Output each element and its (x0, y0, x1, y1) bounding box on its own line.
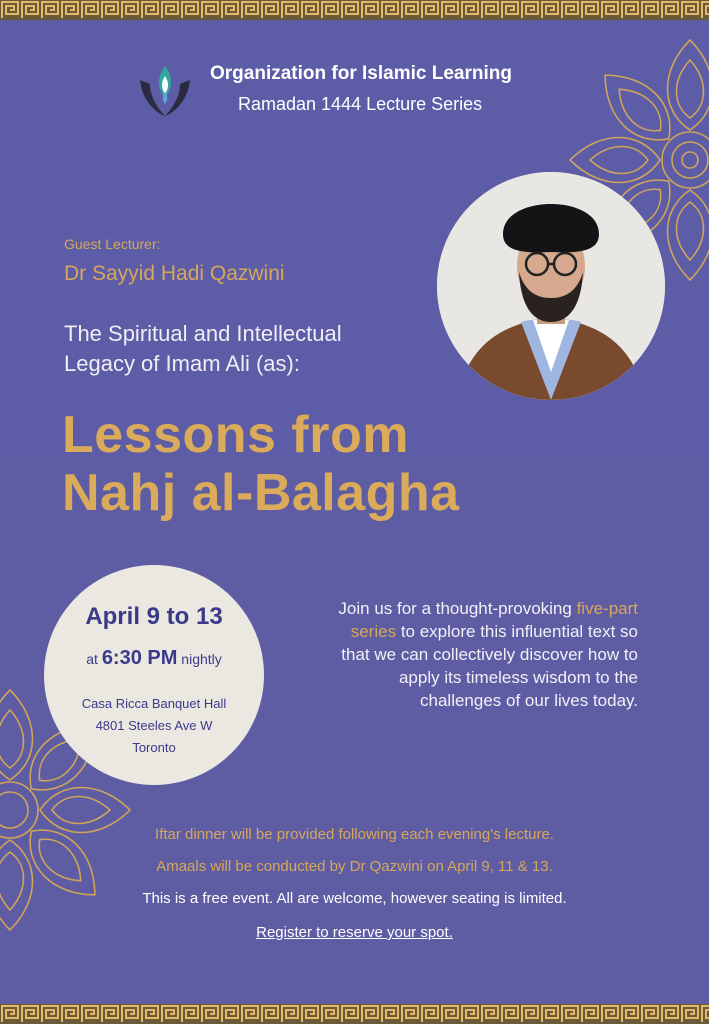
top-border-band (0, 0, 709, 20)
description-part-1: Join us for a thought-provoking (338, 599, 572, 618)
main-title-line-1: Lessons from (62, 406, 409, 464)
subtitle-line-1: The Spiritual and Intellectual (64, 321, 342, 346)
amaals-note: Amaals will be conducted by Dr Qazwini on April 9, 11 & 13. (156, 858, 553, 875)
time-value: 6:30 PM (101, 647, 178, 669)
event-time (44, 647, 264, 670)
time-prefix: at (86, 651, 98, 667)
iftar-note: Iftar dinner will be provided following each evening's lecture. (155, 826, 554, 843)
event-dates: April 9 to 13 (85, 603, 223, 630)
event-venue (44, 693, 264, 759)
subtitle-line-2: Legacy of Imam Ali (as): (64, 351, 300, 376)
lecture-subtitle (64, 319, 444, 379)
lecturer-photo (437, 172, 665, 400)
description-part-2: to explore this influential text so that we can collectively discover how to apply its timeless wisdom to the challenges of our lives today. (341, 622, 638, 710)
guest-lecturer-label: Guest Lecturer: (64, 236, 161, 252)
schedule-circle (44, 565, 264, 785)
free-event-note: This is a free event. All are welcome, however seating is limited. (142, 890, 567, 907)
venue-line-2: 4801 Steeles Ave W (95, 718, 213, 733)
venue-line-3: Toronto (132, 740, 176, 755)
description-highlight: five-part series (350, 599, 638, 641)
event-description (330, 597, 638, 712)
time-suffix: nightly (181, 651, 222, 667)
lecturer-name: Dr Sayyid Hadi Qazwini (64, 262, 285, 285)
register-link[interactable]: Register to reserve your spot. (256, 924, 453, 941)
event-notes (0, 826, 709, 941)
organization-name: Organization for Islamic Learning (210, 63, 512, 84)
venue-line-1: Casa Ricca Banquet Hall (81, 696, 227, 711)
main-title (62, 406, 582, 522)
organization-logo-icon (136, 62, 194, 118)
bottom-border-band (0, 1004, 709, 1024)
main-title-line-2: Nahj al-Balagha (62, 464, 460, 522)
lecture-series-name: Ramadan 1444 Lecture Series (238, 94, 483, 114)
